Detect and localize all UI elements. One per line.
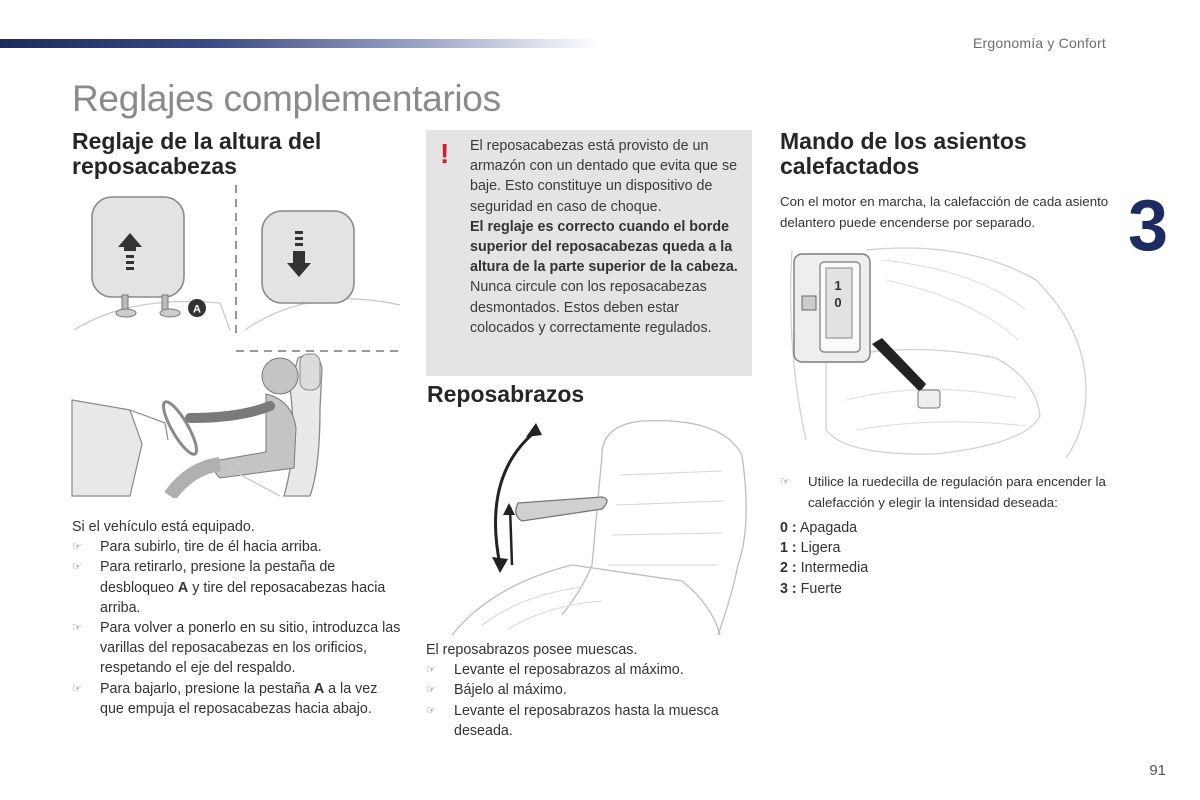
heated-seats-intro: Con el motor en marcha, la calefacción de cada asiento delantero puede encenderse por separado. — [780, 194, 1109, 230]
heated-seat-control-illustration — [786, 240, 1108, 462]
section-label: Ergonomía y Confort — [973, 35, 1106, 51]
hand-pointer-icon: ☞ — [780, 476, 790, 488]
heat-level-key: 2 : — [780, 560, 797, 577]
page-number: 91 — [1149, 762, 1166, 779]
heat-level-label: Apagada — [799, 520, 858, 536]
heat-level — [780, 558, 1080, 578]
heat-level-key: 0 : — [780, 520, 797, 536]
heat-level-key: 1 : — [780, 540, 797, 557]
list-item — [426, 701, 756, 741]
svg-text:A: A — [193, 303, 201, 316]
warning-text — [470, 136, 745, 338]
heat-switch — [918, 390, 940, 408]
bullet-text: Para volver a ponerlo en su sitio, introduzca las varillas del reposacabezas en los orificios, respetando el eje del respaldo. — [100, 620, 401, 677]
bullet-bold: A — [313, 680, 325, 697]
heated-seats-instruction — [780, 472, 1112, 513]
seat-heat-icon — [802, 296, 816, 310]
bullet-text: Para retirarlo, presione la pestaña de desbloqueo — [100, 559, 336, 596]
dial-label-0: 0 — [834, 295, 842, 310]
heat-levels-list — [780, 518, 1080, 599]
heat-level-key: 3 : — [780, 580, 797, 597]
armrest-instructions — [426, 640, 756, 741]
heat-level — [780, 538, 1080, 558]
armrest-bullet-list — [426, 660, 756, 741]
header-gradient-bar — [0, 39, 600, 48]
bullet-text: Bájelo al máximo. — [454, 682, 567, 699]
bullet-text: a la vez que empuja el reposacabezas hacia abajo. — [100, 680, 378, 717]
heated-seats-bullet-list — [780, 472, 1112, 513]
bullet-text: y tire del reposacabezas hacia arriba. — [100, 579, 386, 616]
bullet-text: Para subirlo, tire de él hacia arriba. — [100, 539, 322, 556]
list-item — [780, 472, 1112, 513]
list-item — [426, 680, 756, 700]
headrest-illustration — [70, 185, 402, 335]
warning-box — [426, 130, 752, 376]
list-item — [72, 679, 402, 719]
warning-text-1: El reposacabezas está provisto de un armazón con un dentado que evita que se baje. Esto constituye un dispositivo de seguridad en caso de choque. — [470, 138, 738, 215]
page-title: Reglajes complementarios — [72, 78, 501, 119]
bullet-text: Para bajarlo, presione la pestaña — [100, 680, 314, 697]
bullet-text: Levante el reposabrazos hasta la muesca deseada. — [454, 702, 719, 739]
heat-level-label: Fuerte — [800, 580, 842, 597]
headrest-intro: Si el vehículo está equipado. — [72, 519, 255, 535]
warning-bold: El reglaje es correcto cuando el borde superior del reposacabezas queda a la altura de la parte superior de la cabeza. — [470, 218, 738, 276]
dial-label-1: 1 — [834, 278, 842, 293]
heated-seats-heading: Mando de los asientos calefactados — [780, 128, 1027, 179]
hand-pointer-icon: ☞ — [426, 704, 436, 717]
list-item — [72, 557, 402, 618]
heat-level — [780, 579, 1080, 599]
chapter-number: 3 — [1128, 186, 1169, 266]
list-item — [72, 537, 402, 557]
list-item — [72, 618, 402, 679]
bullet-bold: A — [177, 579, 189, 596]
hand-pointer-icon: ☞ — [426, 684, 436, 697]
armrest-heading: Reposabrazos — [427, 381, 585, 407]
armrest-illustration — [452, 415, 754, 637]
hand-pointer-icon: ☞ — [72, 622, 82, 635]
armrest-intro: El reposabrazos posee muescas. — [426, 642, 638, 658]
bullet-text: Utilice la ruedecilla de regulación para encender la calefacción y elegir la intensidad deseada: — [808, 474, 1106, 510]
hand-pointer-icon: ☞ — [72, 561, 82, 574]
exclamation-icon: ! — [440, 138, 450, 169]
warning-text-2: Nunca circule con los reposacabezas desmontados. Estos deben estar colocados y correctamente regulados. — [470, 279, 712, 336]
list-item — [426, 660, 756, 680]
hand-pointer-icon: ☞ — [426, 664, 436, 677]
headrest-bullet-list — [72, 537, 402, 719]
heat-level-label: Ligera — [800, 540, 841, 557]
heat-level-label: Intermedia — [800, 560, 869, 577]
bullet-text: Levante el reposabrazos al máximo. — [454, 662, 684, 679]
headrest-heading: Reglaje de la altura del reposacabezas — [72, 128, 322, 179]
hand-pointer-icon: ☞ — [72, 541, 82, 554]
headrest-instructions — [72, 517, 402, 719]
heat-level — [780, 518, 1080, 538]
hand-pointer-icon: ☞ — [72, 682, 82, 695]
driver-position-illustration — [70, 348, 402, 498]
